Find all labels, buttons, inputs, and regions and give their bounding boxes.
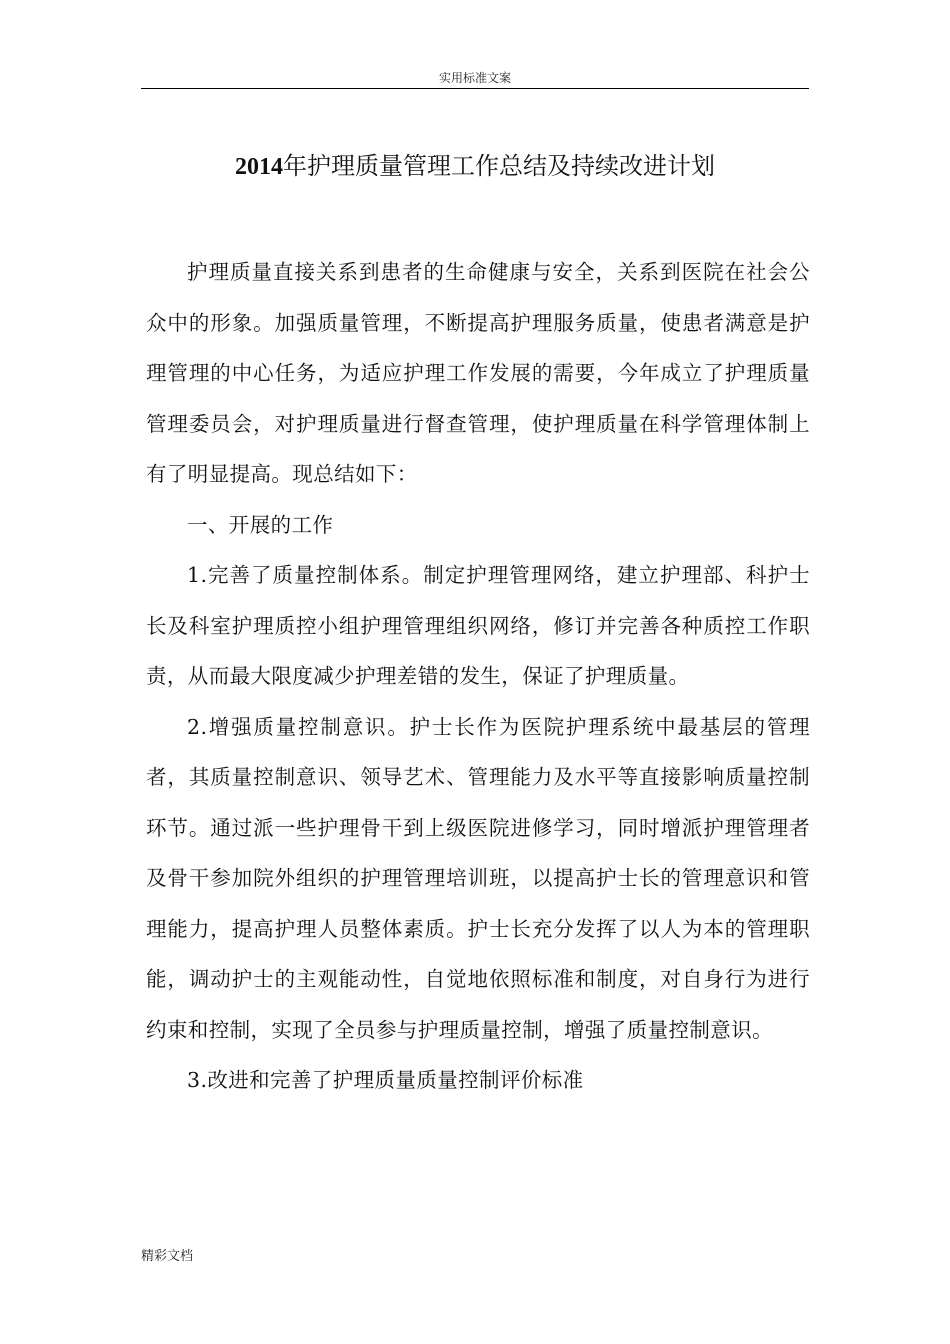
title-year: 2014 xyxy=(235,154,283,180)
section-heading-work: 一、开展的工作 xyxy=(187,512,334,537)
paragraph-intro: 护理质量直接关系到患者的生命健康与安全，关系到医院在社会公众中的形象。加强质量管理，不断提高护理服务质量，使患者满意是护理管理的中心任务，为适应护理工作发展的需要，今年成立了护理质量管理委员会，对护理质量进行督查管理，使护理质量在科学管理体制上有了明显提高。现总结如下： xyxy=(146,260,810,486)
page-header: 实用标准文案 xyxy=(438,71,511,85)
document-body xyxy=(146,247,810,1106)
page-footer: 精彩文档 xyxy=(141,1249,194,1264)
paragraph-item-3: 3.改进和完善了护理质量质量控制评价标准 xyxy=(187,1068,584,1092)
paragraph-item-1: 1.完善了质量控制体系。制定护理管理网络，建立护理部、科护士长及科室护理质控小组护理管理组织网络，修订并完善各种质控工作职责，从而最大限度减少护理差错的发生，保证了护理质量。 xyxy=(146,563,810,688)
paragraph-item-2: 2.增强质量控制意识。护士长作为医院护理系统中最基层的管理者，其质量控制意识、领导艺术、管理能力及水平等直接影响质量控制环节。通过派一些护理骨干到上级医院进修学习，同时增派护理管理者及骨干参加院外组织的护理管理培训班，以提高护士长的管理意识和管理能力，提高护理人员整体素质。护士长充分发挥了以人为本的管理职能，调动护士的主观能动性，自觉地依照标准和制度，对自身行为进行约束和控制，实现了全员参与护理质量控制，增强了质量控制意识。 xyxy=(146,714,810,1042)
header-rule xyxy=(141,88,809,89)
title-text: 年护理质量管理工作总结及持续改进计划 xyxy=(283,152,715,180)
document-title xyxy=(141,148,809,185)
